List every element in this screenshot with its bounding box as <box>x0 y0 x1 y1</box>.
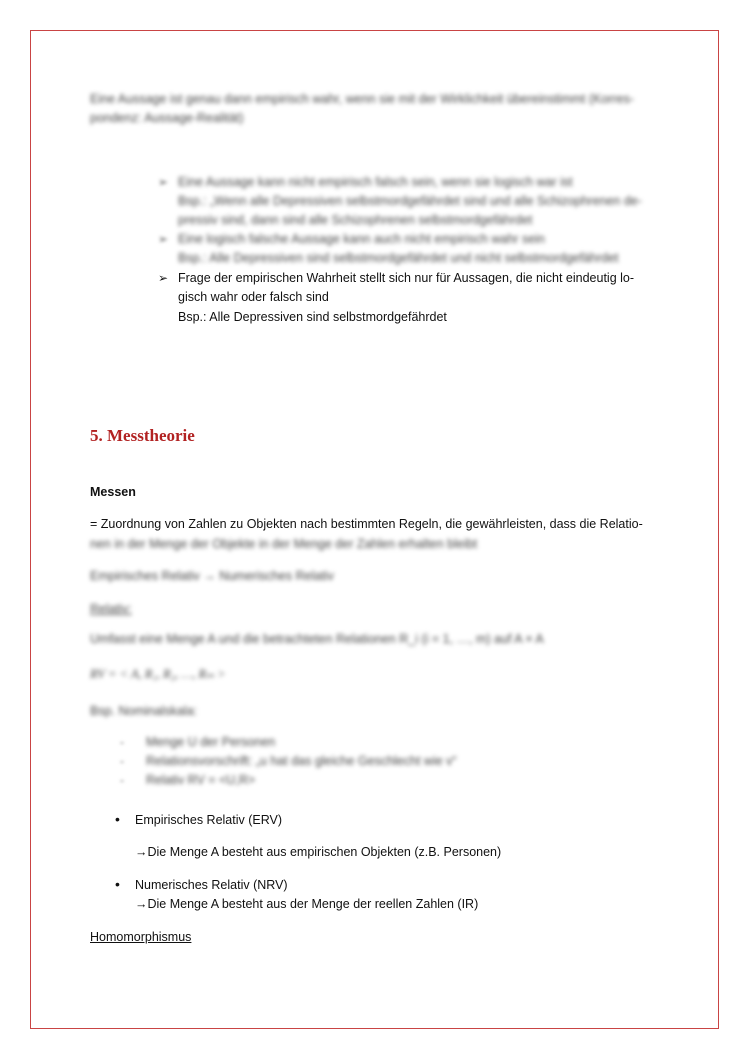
dot-bullet-icon: • <box>115 811 120 827</box>
bullet1-line-1: Eine Aussage kann nicht empirisch falsch sein, wenn sie logisch war ist <box>178 175 573 189</box>
nrv-detail: →Die Menge A besteht aus der Menge der reellen Zahlen (IR) <box>135 897 479 911</box>
definition-line-2: pondenz: Aussage-Realität) <box>90 111 244 125</box>
bullet3-line-1: Frage der empirischen Wahrheit stellt sich nur für Aussagen, die nicht eindeutig lo- <box>178 271 635 285</box>
arrow-bullet-icon: ➢ <box>158 232 169 246</box>
example-heading: Bsp. Nominalskala: <box>90 704 197 718</box>
erv-detail: →Die Menge A besteht aus empirischen Objekten (z.B. Personen) <box>135 845 502 859</box>
dash-bullet-icon: - <box>120 754 124 768</box>
definition-line-1: Eine Aussage ist genau dann empirisch wahr, wenn sie mit der Wirklichkeit übereinstimmt (Korres- <box>90 92 634 106</box>
nrv-label: Numerisches Relativ (NRV) <box>135 878 288 892</box>
relativ-definition: Umfasst eine Menge A und die betrachteten Relationen R_i (i = 1, …, m) auf A × A <box>90 632 544 646</box>
dash-item: Menge U der Personen <box>146 735 276 749</box>
bullet2-line-2: Bsp.: Alle Depressiven sind selbstmordgefährdet und nicht selbstmordgefährdet <box>178 251 619 265</box>
messen-heading: Messen <box>90 485 136 499</box>
bullet3-line-3: Bsp.: Alle Depressiven sind selbstmordgefährdet <box>178 310 447 324</box>
dash-bullet-icon: - <box>120 735 124 749</box>
dot-bullet-icon: • <box>115 876 120 892</box>
relativ-formula: RV = < A, R₁, R₂, …, Rₘ > <box>90 667 226 681</box>
dash-bullet-icon: - <box>120 773 124 787</box>
bullet3-line-2: gisch wahr oder falsch sind <box>178 290 329 304</box>
relativ-mapping: Empirisches Relativ → Numerisches Relativ <box>90 569 334 583</box>
arrow-bullet-icon: ➢ <box>158 271 169 285</box>
dash-item: Relationsvorschrift: „u hat das gleiche Geschlecht wie v“ <box>146 754 457 768</box>
relativ-heading: Relativ: <box>90 602 132 616</box>
section-title: 5. Messtheorie <box>90 426 195 445</box>
bullet1-line-3: pressiv sind, dann sind alle Schizophrenen selbstmordgefährdet <box>178 213 533 227</box>
erv-label: Empirisches Relativ (ERV) <box>135 813 283 827</box>
bullet2-line-1: Eine logisch falsche Aussage kann auch nicht empirisch wahr sein <box>178 232 545 246</box>
messen-definition-line-1: = Zuordnung von Zahlen zu Objekten nach bestimmten Regeln, die gewährleisten, dass die Relatio- <box>90 517 643 531</box>
dash-item: Relativ RV = <U,R> <box>146 773 256 787</box>
homomorphismus-heading: Homomorphismus <box>90 930 192 944</box>
messen-definition-line-2: nen in der Menge der Objekte in der Menge der Zahlen erhalten bleibt <box>90 537 478 551</box>
bullet1-line-2: Bsp.: „Wenn alle Depressiven selbstmordgefährdet sind und alle Schizophrenen de- <box>178 194 642 208</box>
arrow-bullet-icon: ➢ <box>158 175 169 189</box>
